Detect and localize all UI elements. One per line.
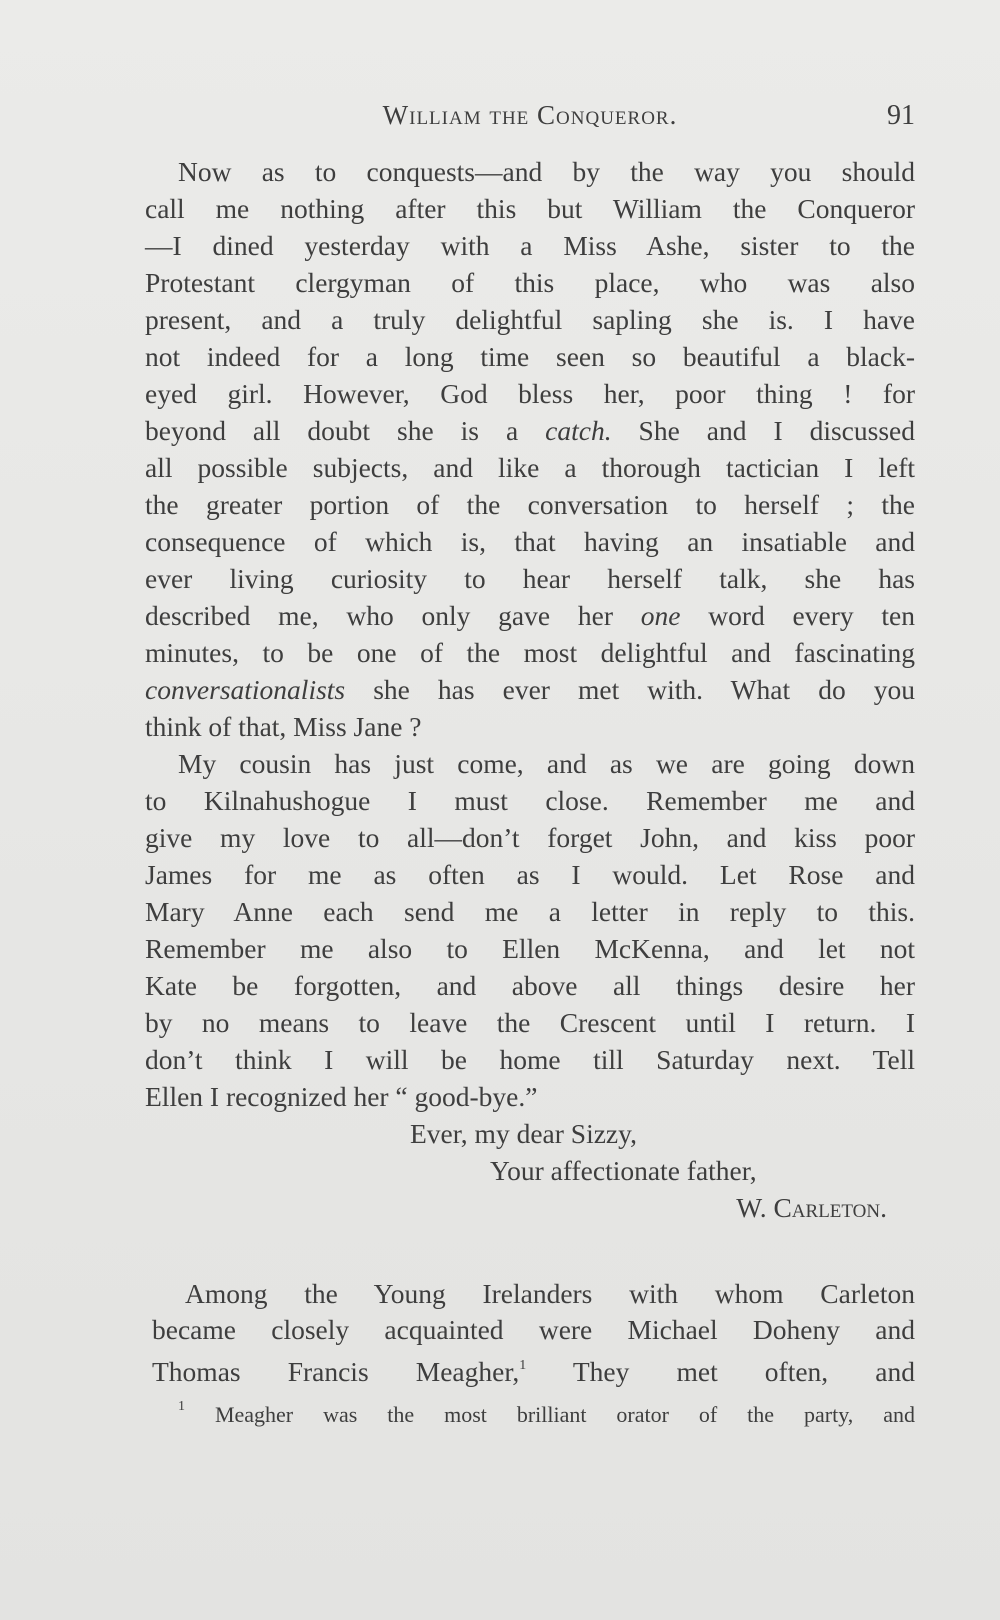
footnote-line (152, 1392, 915, 1430)
text-line: Among the Young Irelanders with whom Carleton (185, 1278, 915, 1309)
text-line: the greater portion of the conversation to herself ; the (145, 489, 915, 520)
footnote (152, 1392, 915, 1430)
italic-word: conversationalists (145, 674, 346, 705)
text-fragment: she has ever met with. What do you (345, 674, 915, 705)
narrative-paragraph (152, 1276, 915, 1390)
footnote-reference: 1 (519, 1358, 527, 1373)
text-line: Mary Anne each send me a letter in reply to this. (145, 896, 915, 927)
closing-salutation: Ever, my dear Sizzy, (410, 1118, 637, 1149)
footnote-marker: 1 (178, 1399, 185, 1414)
italic-word: one (640, 600, 681, 631)
text-line: Protestant clergyman of this place, who was also (145, 267, 915, 298)
text-line: became closely acquainted were Michael Doheny and (152, 1314, 915, 1345)
text-line: ever living curiosity to hear herself talk, she has (145, 563, 915, 594)
text-line: present, and a truly delightful sapling she is. I have (145, 304, 915, 335)
text-line: My cousin has just come, and as we are going down (178, 748, 915, 779)
running-head (145, 100, 915, 136)
italic-word: catch. (545, 415, 612, 446)
text-line: James for me as often as I would. Let Rose and (145, 859, 915, 890)
text-line: Now as to conquests—and by the way you should (178, 156, 915, 187)
paragraph-cousin (145, 745, 915, 1115)
text-line (145, 671, 915, 708)
page-number: 91 (887, 100, 915, 131)
text-line: give my love to all—don’t forget John, and kiss poor (145, 822, 915, 853)
text-line: not indeed for a long time seen so beautiful a black- (145, 341, 915, 372)
running-title: William the Conqueror. (382, 100, 678, 130)
text-line (152, 1348, 915, 1390)
closing-affection: Your affectionate father, (490, 1155, 757, 1186)
text-line: eyed girl. However, God bless her, poor thing ! for (145, 378, 915, 409)
text-line (145, 597, 915, 634)
text-line: Ellen I recognized her “ good-bye.” (145, 1081, 538, 1112)
text-line: minutes, to be one of the most delightful and fascinating (145, 637, 915, 668)
text-line: Remember me also to Ellen McKenna, and let not (145, 933, 915, 964)
text-line: —I dined yesterday with a Miss Ashe, sister to the (145, 230, 915, 261)
text-fragment: beyond all doubt she is a (145, 415, 546, 446)
text-line: Kate be forgotten, and above all things desire her (145, 970, 915, 1001)
text-fragment: Thomas Francis Meagher, (152, 1356, 520, 1387)
text-fragment: They met often, and (526, 1356, 915, 1387)
text-fragment: word every ten (680, 600, 915, 631)
text-fragment: described me, who only gave her (145, 600, 641, 631)
text-line: to Kilnahushogue I must close. Remember me and (145, 785, 915, 816)
paragraph-conquests (145, 153, 915, 745)
text-line: all possible subjects, and like a thorough tactician I left (145, 452, 915, 483)
text-fragment: She and I discussed (611, 415, 915, 446)
text-line (145, 412, 915, 449)
signature: W. Carleton. (736, 1192, 887, 1223)
text-line: don’t think I will be home till Saturday next. Tell (145, 1044, 915, 1075)
text-line: think of that, Miss Jane ? (145, 711, 422, 742)
text-line: consequence of which is, that having an insatiable and (145, 526, 915, 557)
footnote-text: Meagher was the most brilliant orator of the party, and (185, 1402, 915, 1427)
text-line: by no means to leave the Crescent until I return. I (145, 1007, 915, 1038)
letter-closing (145, 1115, 915, 1226)
letter-body (145, 153, 915, 1226)
text-line: call me nothing after this but William the Conqueror (145, 193, 915, 224)
